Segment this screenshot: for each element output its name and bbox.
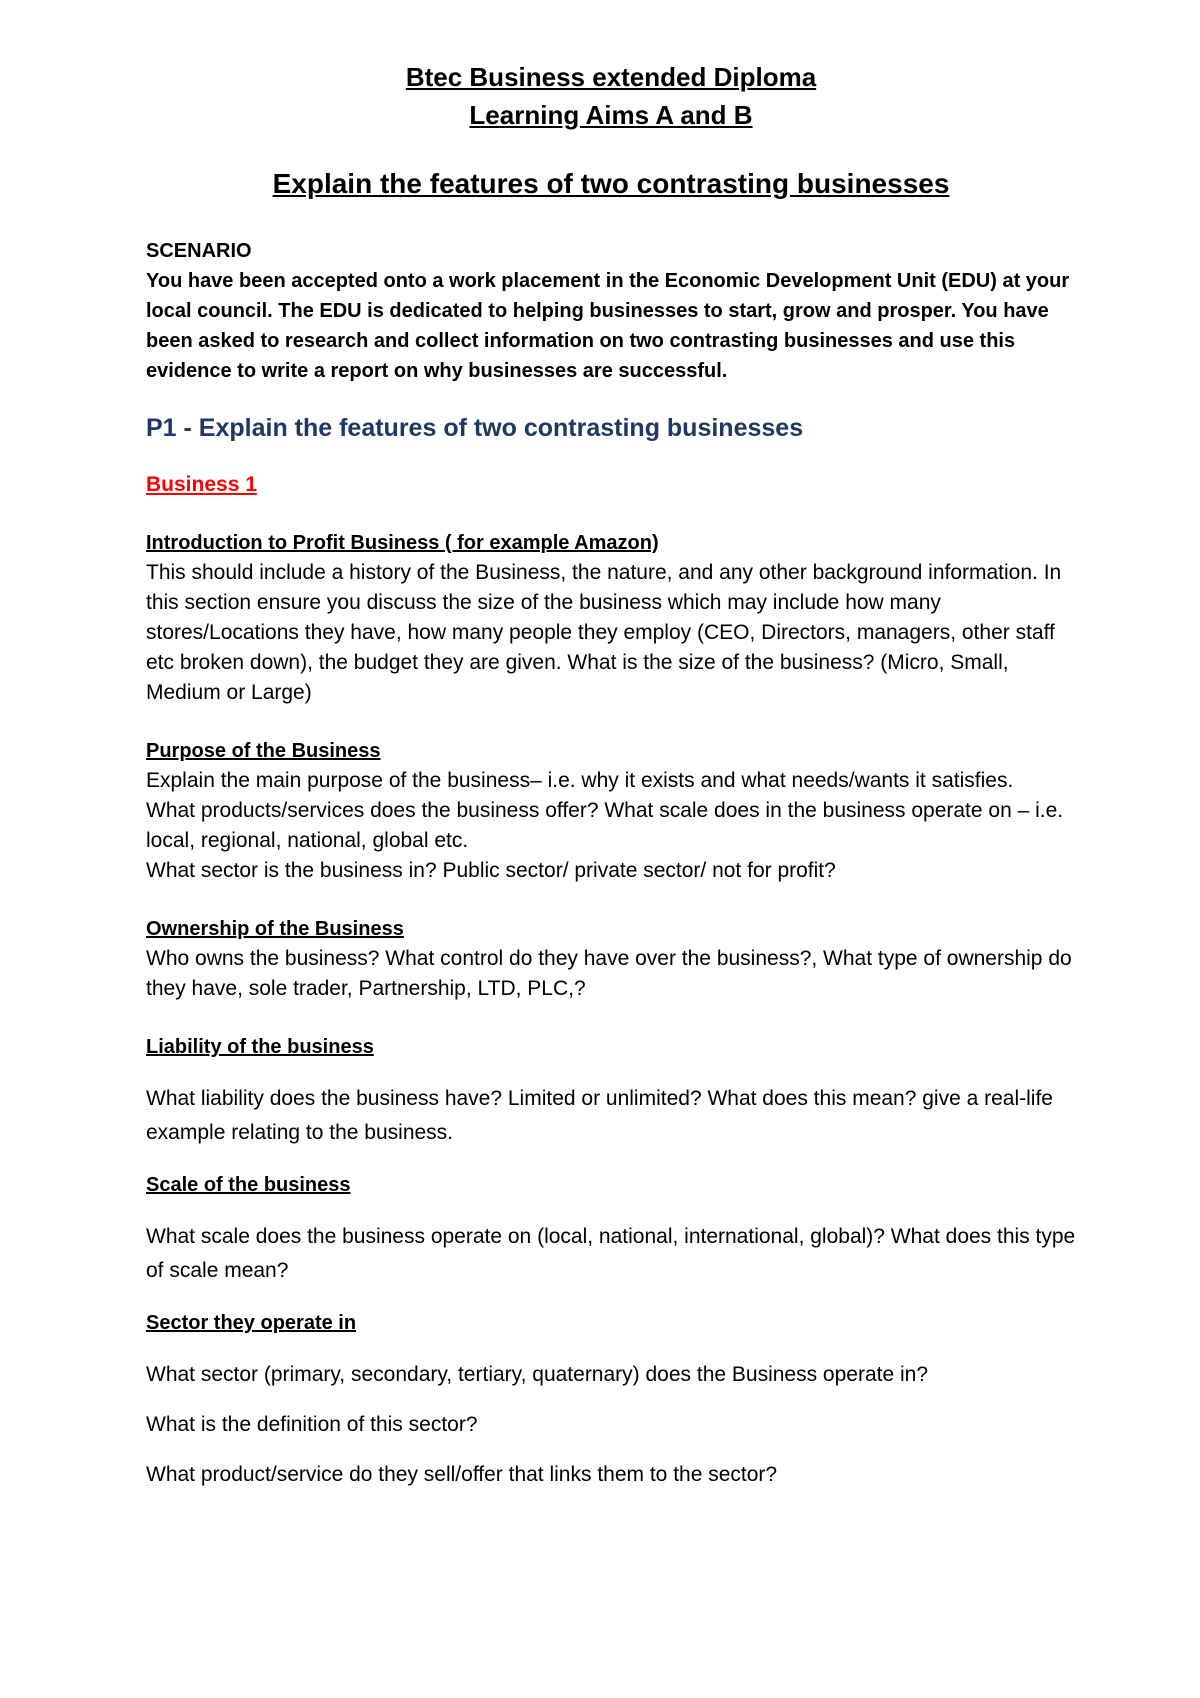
section-scale xyxy=(146,1170,1076,1288)
sector-line-3: What product/service do they sell/offer that links them to the sector? xyxy=(146,1463,778,1486)
purpose-line-3: What sector is the business in? Public sector/ private sector/ not for profit? xyxy=(146,859,836,882)
ownership-text: Who owns the business? What control do they have over the business?, What type of ownership do they have, sole trader, Partnership, LTD, PLC,? xyxy=(146,947,1072,1000)
scale-heading: Scale of the business xyxy=(146,1174,351,1196)
sector-line-2: What is the definition of this sector? xyxy=(146,1413,478,1436)
scale-text: What scale does the business operate on (local, national, international, global)? What does this type of scale mean? xyxy=(146,1225,1076,1282)
business-1-label: Business 1 xyxy=(146,473,257,496)
document-title: Btec Business extended Diploma xyxy=(405,62,817,92)
section-purpose xyxy=(146,736,1076,886)
purpose-line-1: Explain the main purpose of the business– i.e. why it exists and what needs/wants it satisfies. xyxy=(146,769,1014,792)
liability-text: What liability does the business have? Limited or unlimited? What does this mean? give a real-life example relating to the business. xyxy=(146,1087,1053,1144)
section-ownership xyxy=(146,914,1076,1004)
sector-heading: Sector they operate in xyxy=(146,1312,357,1334)
scenario-text: You have been accepted onto a work placement in the Economic Development Unit (EDU) at your local council. The EDU is dedicated to helping businesses to start, grow and prosper. You have been asked to research and collect information on two contrasting businesses and use this evidence to write a report on why businesses are successful. xyxy=(146,270,1070,382)
intro-heading: Introduction to Profit Business ( for example Amazon) xyxy=(146,532,659,554)
section-intro xyxy=(146,528,1076,708)
sector-line-1: What sector (primary, secondary, tertiary, quaternary) does the Business operate in? xyxy=(146,1363,929,1386)
document-subtitle: Learning Aims A and B xyxy=(469,100,753,130)
section-sector xyxy=(146,1308,1076,1492)
intro-text: This should include a history of the Business, the nature, and any other background information. In this section ensure you discuss the size of the business which may include how many stores/Locations they have, how many people they employ (CEO, Directors, managers, other staff etc broken down), the budget they are given. What is the size of the business? (Micro, Small, Medium or Large) xyxy=(146,561,1062,704)
purpose-heading: Purpose of the Business xyxy=(146,740,381,762)
scenario-label: SCENARIO xyxy=(146,240,252,262)
section-liability xyxy=(146,1032,1076,1150)
purpose-line-2: What products/services does the business offer? What scale does in the business operate on – i.e. local, regional, national, global etc. xyxy=(146,799,1064,852)
p1-heading: P1 - Explain the features of two contrasting businesses xyxy=(146,414,804,442)
liability-heading: Liability of the business xyxy=(146,1036,374,1058)
document-content xyxy=(146,58,1076,1492)
assignment-headline: Explain the features of two contrasting businesses xyxy=(272,168,950,199)
ownership-heading: Ownership of the Business xyxy=(146,918,404,940)
